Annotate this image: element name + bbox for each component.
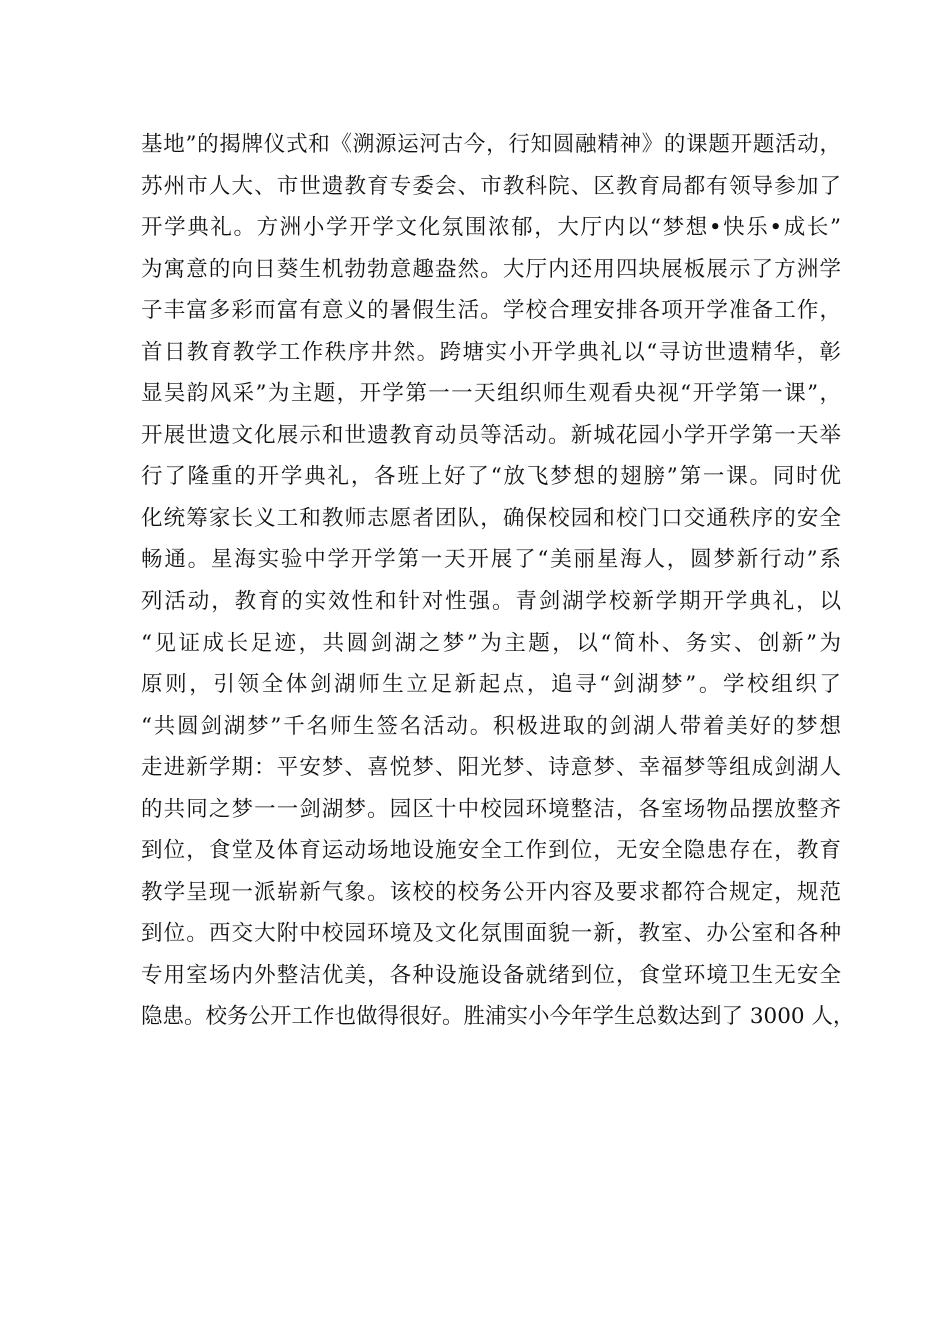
text-line: 基地”的揭牌仪式和《溯源运河古今，行知圆融精神》的课题开题活动， xyxy=(141,132,841,157)
text-line: 隐患。校务公开工作也做得很好。胜浦实小今年学生总数达到了 3000 人， xyxy=(141,1004,855,1030)
text-line: “见证成长足迹，共圆剑湖之梦”为主题，以“简朴、务实、创新”为 xyxy=(141,630,841,656)
text-line: 行了隆重的开学典礼，各班上好了“放飞梦想的翅膀”第一课。同时优 xyxy=(141,464,841,490)
text-line: 为寓意的向日葵生机勃勃意趣盎然。大厅内还用四块展板展示了方洲学 xyxy=(141,256,841,282)
text-line: 苏州市人大、市世遗教育专委会、市教科院、区教育局都有领导参加了 xyxy=(141,173,841,199)
text-line: 开展世遗文化展示和世遗教育动员等活动。新城花园小学开学第一天举 xyxy=(141,422,841,448)
text-line: “共圆剑湖梦”千名师生签名活动。积极进取的剑湖人带着美好的梦想 xyxy=(141,713,841,739)
text-line: 开学典礼。方洲小学开学文化氛围浓郁，大厅内以“梦想•快乐•成长” xyxy=(141,215,841,241)
text-line: 原则，引领全体剑湖师生立足新起点，追寻“剑湖梦”。学校组织了 xyxy=(141,672,841,698)
text-line: 到位。西交大附中校园环境及文化氛围面貌一新，教室、办公室和各种 xyxy=(141,921,841,947)
text-line: 子丰富多彩而富有意义的暑假生活。学校合理安排各项开学准备工作， xyxy=(141,298,841,324)
text-line: 专用室场内外整洁优美，各种设施设备就绪到位，食堂环境卫生无安全 xyxy=(141,962,841,988)
body-paragraph xyxy=(141,124,855,1038)
text-line: 教学呈现一派崭新气象。该校的校务公开内容及要求都符合规定，规范 xyxy=(141,879,841,905)
text-line: 首日教育教学工作秩序井然。跨塘实小开学典礼以“寻访世遗精华，彰 xyxy=(141,339,841,365)
text-line: 到位，食堂及体育运动场地设施安全工作到位，无安全隐患存在，教育 xyxy=(141,838,841,864)
text-line: 的共同之梦一一剑湖梦。园区十中校园环境整洁，各室场物品摆放整齐 xyxy=(141,796,841,822)
text-line: 列活动，教育的实效性和针对性强。青剑湖学校新学期开学典礼，以 xyxy=(141,589,841,615)
text-line: 畅通。星海实验中学开学第一天开展了“美丽星海人，圆梦新行动”系 xyxy=(141,547,841,573)
text-line: 显吴韵风采”为主题，开学第一一天组织师生观看央视“开学第一课”， xyxy=(141,381,841,407)
text-line: 化统筹家长义工和教师志愿者团队，确保校园和校门口交通秩序的安全 xyxy=(141,505,841,531)
text-line: 走进新学期：平安梦、喜悦梦、阳光梦、诗意梦、幸福梦等组成剑湖人 xyxy=(141,755,841,781)
